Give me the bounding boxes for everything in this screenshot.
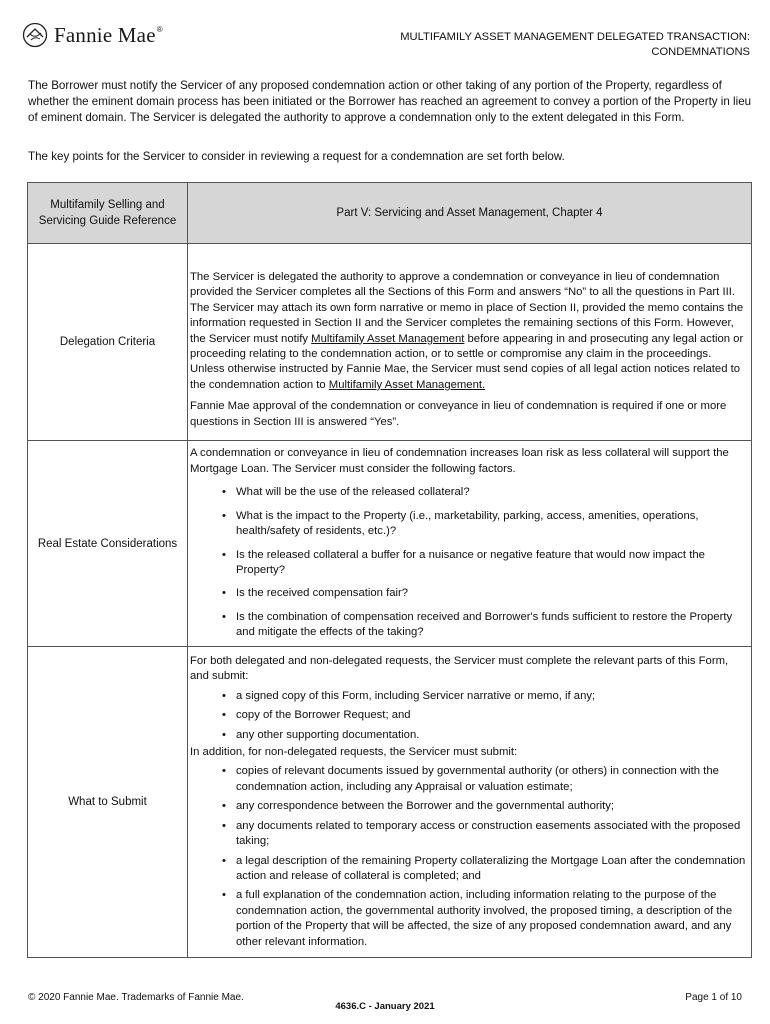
delegation-criteria-paragraph2: Fannie Mae approval of the condemnation or conveyance in lieu of condemnation is required if one or more questions in Section III is answered “Yes”. xyxy=(190,400,727,428)
real-estate-intro: A condemnation or conveyance in lieu of condemnation increases loan risk as less collateral will support the Mortgage Loan. The Servicer must consider the following factors. xyxy=(190,447,729,475)
list-item: • Is the released collateral a buffer for a nuisance or negative feature that would now impact the Property? xyxy=(190,548,747,579)
house-logo-icon xyxy=(22,22,48,48)
document-title-line2: CONDEMNATIONS xyxy=(651,46,750,58)
what-to-submit-content xyxy=(188,647,752,958)
document-title-line1: MULTIFAMILY ASSET MANAGEMENT DELEGATED TRANSACTION: xyxy=(400,31,750,43)
delegation-text-b: before appearing in and prosecuting any legal action or proceeding relating to the condemnation action, or to settle or compromise any claim in the proceedings. Unless otherwise instructed by Fannie Mae, the Servicer must send copies of all legal action notices related to the condemnation action to xyxy=(190,332,744,391)
submit-list-non-delegated xyxy=(190,764,747,949)
real-estate-content xyxy=(188,441,752,647)
fannie-mae-logo xyxy=(22,22,163,48)
list-item: • Is the received compensation fair? xyxy=(190,586,747,601)
row-label-what-to-submit: What to Submit xyxy=(28,647,188,958)
header-guide-reference: Multifamily Selling and Servicing Guide Reference xyxy=(28,183,188,244)
list-item: • Is the combination of compensation received and Borrower's funds sufficient to restore the Property and mitigate the effects of the taking? xyxy=(190,610,747,641)
list-item: • any other supporting documentation. xyxy=(190,728,747,743)
delegation-criteria-paragraph1 xyxy=(190,270,747,393)
table-header-row xyxy=(28,183,752,244)
list-item: • copies of relevant documents issued by governmental authority (or others) in connection with the condemnation action, including any Appraisal or valuation estimate; xyxy=(190,764,747,795)
what-to-submit-intro2: In addition, for non-delegated requests, the Servicer must submit: xyxy=(190,746,518,759)
real-estate-factors-list xyxy=(190,485,747,640)
page-header xyxy=(0,0,770,70)
footer-page-number: Page 1 of 10 xyxy=(685,992,742,1003)
what-to-submit-intro: For both delegated and non-delegated requests, the Servicer must complete the relevant parts of this Form, and submit: xyxy=(190,655,729,683)
delegation-criteria-content xyxy=(188,244,752,441)
list-item: • What will be the use of the released collateral? xyxy=(190,485,747,500)
list-item: • a full explanation of the condemnation action, including information relating to the purpose of the condemnation action, the governmental authority involved, the proposed timing, a description of the portion of the Property that will be affected, the size of any proposed condemnation award, and any other relevant information. xyxy=(190,888,747,950)
table-row-what-to-submit xyxy=(28,647,752,958)
list-item: • any documents related to temporary access or construction easements associated with the proposed taking; xyxy=(190,819,747,850)
footer-copyright: © 2020 Fannie Mae. Trademarks of Fannie Mae. xyxy=(28,992,244,1003)
footer-form-id: 4636.C - January 2021 xyxy=(335,1001,435,1012)
table-row-real-estate xyxy=(28,441,752,647)
list-item: • any correspondence between the Borrower and the governmental authority; xyxy=(190,799,747,814)
delegation-text-a: The Servicer is delegated the authority to approve a condemnation or conveyance in lieu of condemnation provided the Servicer completes all the Sections of this Form and answers “No” to all the questions in Part III. The Servicer may attach its own form narrative or memo in place of Section II, provided the memo contains the information requested in Section II and the Servicer completes the remaining sections of this Form. However, the Servicer must notify xyxy=(190,270,744,345)
logo-trademark: ® xyxy=(156,24,163,34)
list-item: • copy of the Borrower Request; and xyxy=(190,708,747,723)
header-part-chapter: Part V: Servicing and Asset Management, Chapter 4 xyxy=(188,183,752,244)
document-title xyxy=(370,30,750,60)
multifamily-asset-management-link[interactable]: Multifamily Asset Management xyxy=(311,332,465,345)
logo-text: Fannie Mae xyxy=(54,22,156,47)
key-points-paragraph: The key points for the Servicer to consider in reviewing a request for a condemnation are set forth below. xyxy=(28,150,565,163)
row-label-delegation-criteria: Delegation Criteria xyxy=(28,244,188,441)
submit-list-delegated xyxy=(190,689,747,743)
row-label-real-estate-considerations: Real Estate Considerations xyxy=(28,441,188,647)
multifamily-asset-management-link-2[interactable]: Multifamily Asset Management. xyxy=(328,378,486,391)
list-item: • a legal description of the remaining Property collateralizing the Mortgage Loan after the condemnation action and release of collateral is completed; and xyxy=(190,854,747,885)
guide-reference-table xyxy=(27,182,752,958)
intro-paragraph: The Borrower must notify the Servicer of any proposed condemnation action or other taking of any portion of the Property, regardless of whether the eminent domain process has been initiated or the Borrower has reached an agreement to convey a portion of the Property in lieu of eminent domain. The Servicer is delegated the authority to approve a condemnation only to the extent delegated in this Form. xyxy=(28,79,752,124)
list-item: • What is the impact to the Property (i.e., marketability, parking, access, amenities, operations, health/safety of residents, etc.)? xyxy=(190,509,747,540)
table-row-delegation-criteria xyxy=(28,244,752,441)
list-item: • a signed copy of this Form, including Servicer narrative or memo, if any; xyxy=(190,689,747,704)
